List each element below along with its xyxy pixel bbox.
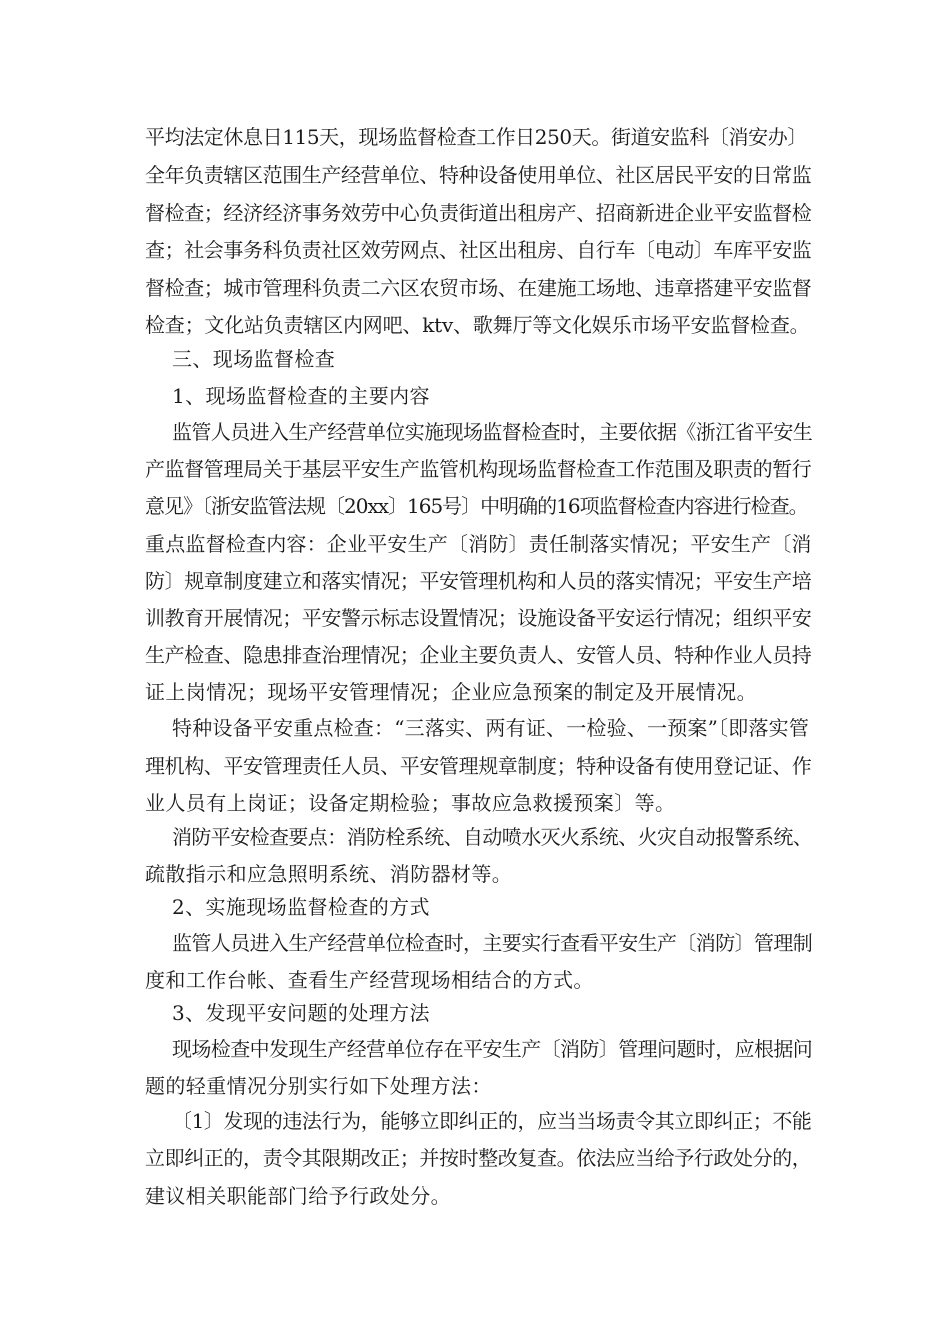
text-line-19: 业人员有上岗证；设备定期检验；事故应急救援预案〕等。 <box>145 791 676 815</box>
text-line-26: 现场检查中发现生产经营单位存在平安生产〔消防〕管理问题时，应根据问 <box>172 1037 813 1061</box>
subsection-heading-2: 2、实施现场监督检查的方式 <box>172 895 430 919</box>
text-line-16: 证上岗情况；现场平安管理情况；企业应急预案的制定及开展情况。 <box>145 680 757 704</box>
text-line-1: 平均法定休息日115天，现场监督检查工作日250天。街道安监科〔消安办〕 <box>145 125 807 149</box>
text-line-20: 消防平安检查要点：消防栓系统、自动喷水灭火系统、火灾自动报警系统、 <box>172 825 813 849</box>
text-line-23: 监管人员进入生产经营单位检查时，主要实行查看平安生产〔消防〕管理制 <box>172 931 813 955</box>
text-line-3: 督检查；经济经济事务效劳中心负责街道出租房产、招商新进企业平安监督检 <box>145 201 812 225</box>
text-line-11: 意见》〔浙安监管法规〔20xx〕165号〕中明确的16项监督检查内容进行检查。 <box>145 494 808 518</box>
text-line-12: 重点监督检查内容：企业平安生产〔消防〕责任制落实情况；平安生产〔消 <box>145 532 812 556</box>
section-heading-3: 三、现场监督检查 <box>172 347 336 371</box>
text-line-5: 督检查；城市管理科负责二六区农贸市场、在建施工场地、违章搭建平安监督 <box>145 276 812 300</box>
text-line-15: 生产检查、隐患排查治理情况；企业主要负责人、安管人员、特种作业人员持 <box>145 643 812 667</box>
text-line-13: 防〕规章制度建立和落实情况；平安管理机构和人员的落实情况；平安生产培 <box>145 569 812 593</box>
subsection-heading-3: 3、发现平安问题的处理方法 <box>172 1001 430 1025</box>
text-line-28: 〔1〕发现的违法行为，能够立即纠正的，应当当场责令其立即纠正；不能 <box>172 1109 812 1133</box>
text-line-21: 疏散指示和应急照明系统、消防器材等。 <box>145 862 513 886</box>
text-line-4: 查；社会事务科负责社区效劳网点、社区出租房、自行车〔电动〕车库平安监 <box>145 238 812 262</box>
text-line-30: 建议相关职能部门给予行政处分。 <box>145 1184 451 1208</box>
subsection-heading-1: 1、现场监督检查的主要内容 <box>172 384 430 408</box>
text-line-17: 特种设备平安重点检查：“三落实、两有证、一检验、一预案”〔即落实管 <box>172 716 810 740</box>
text-line-29: 立即纠正的，责令其限期改正；并按时整改复查。依法应当给予行政处分的， <box>145 1146 812 1170</box>
text-line-2: 全年负责辖区范围生产经营单位、特种设备使用单位、社区居民平安的日常监 <box>145 163 812 187</box>
text-line-27: 题的轻重情况分别实行如下处理方法： <box>145 1074 492 1098</box>
text-line-18: 理机构、平安管理责任人员、平安管理规章制度；特种设备有使用登记证、作 <box>145 754 812 778</box>
text-line-10: 产监督管理局关于基层平安生产监管机构现场监督检查工作范围及职责的暂行 <box>145 457 812 481</box>
text-line-24: 度和工作台帐、查看生产经营现场相结合的方式。 <box>145 968 594 992</box>
text-line-14: 训教育开展情况；平安警示标志设置情况；设施设备平安运行情况；组织平安 <box>145 606 812 630</box>
text-line-9: 监管人员进入生产经营单位实施现场监督检查时，主要依据《浙江省平安生 <box>172 420 813 444</box>
text-line-6: 检查；文化站负责辖区内网吧、ktv、歌舞厅等文化娱乐市场平安监督检查。 <box>145 313 810 337</box>
